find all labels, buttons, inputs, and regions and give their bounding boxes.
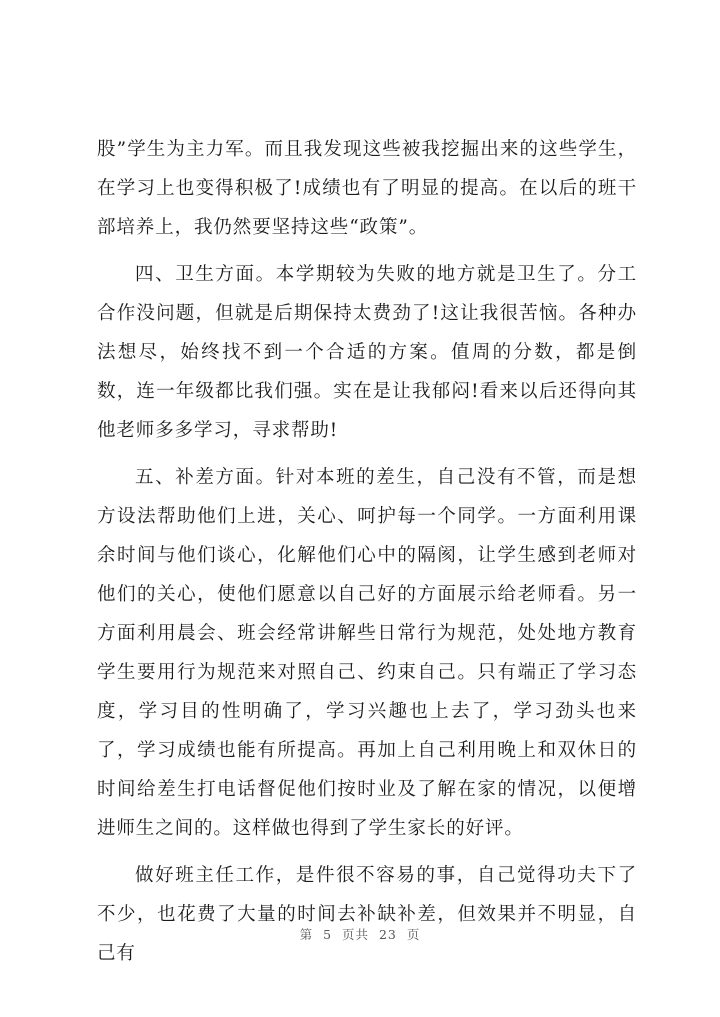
paragraph-3: 五、补差方面。针对本班的差生，自己没有不管，而是想方设法帮助他们上进，关心、呵护每一个同学。一方面利用课余时间与他们谈心，化解他们心中的隔阂，让学生感到老师对他们的关心，使他们愿意以自己好的方面展示给老师看。另一方面利用晨会、班会经常讲解些日常行为规范，处处地方教育学生要用行为规范来对照自己、约束自己。只有端正了学习态度，学习目的性明确了，学习兴趣也上去了，学习劲头也来了，学习成绩也能有所提高。再加上自己利用晚上和双休日的时间给差生打电话督促他们按时业及了解在家的情况，以便增进师生之间的。这样做也得到了学生家长的好评。 <box>97 467 637 839</box>
paragraph-1: 股”学生为主力军。而且我发现这些被我挖掘出来的这些学生，在学习上也变得积极了!成绩也有了明显的提高。在以后的班干部培养上，我仍然要坚持这些“政策”。 <box>97 139 637 238</box>
page-number-footer: 第 5 页共 23 页 <box>299 927 421 942</box>
paragraph-2: 四、卫生方面。本学期较为失败的地方就是卫生了。分工合作没问题，但就是后期保持太费劲了!这让我很苦恼。各种办法想尽，始终找不到一个合适的方案。值周的分数，都是倒数，连一年级都比我们强。实在是让我郁闷!看来以后还得向其他老师多多学习，寻求帮助! <box>97 264 637 441</box>
paragraph-4: 做好班主任工作，是件很不容易的事，自己觉得功夫下了不少，也花费了大量的时间去补缺补差，但效果并不明显，自己有 <box>97 865 637 964</box>
body-text <box>97 130 637 973</box>
